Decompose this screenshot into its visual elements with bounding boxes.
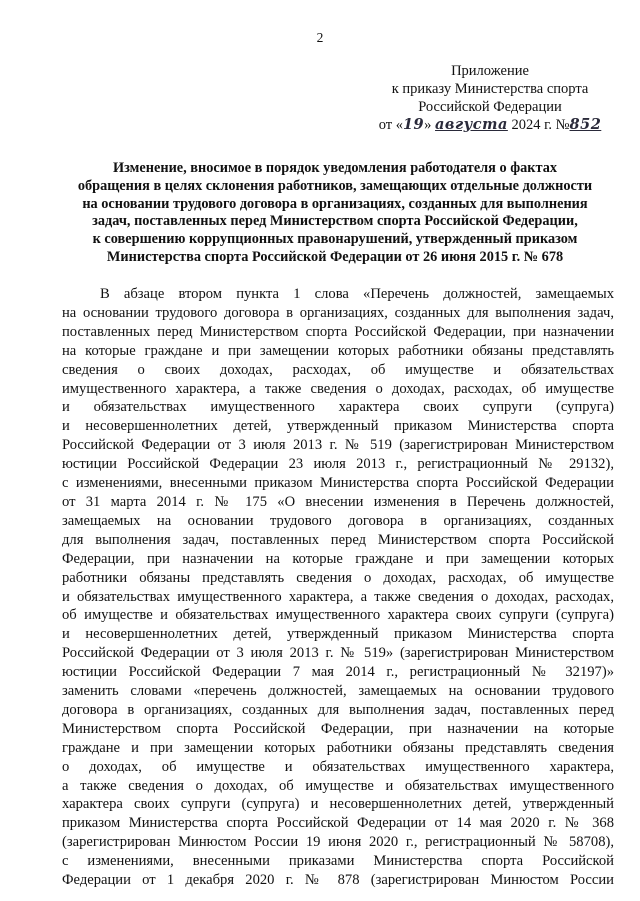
body-text-line: о доходах, об имуществе и обязательствах имущественного характера, — [62, 758, 614, 775]
body-text-line: поставленных перед Министерством спорта Российской Федерации, при назначении — [62, 323, 614, 340]
title-line: Изменение, вносимое в порядок уведомления работодателя о фактах — [113, 160, 557, 176]
body-text-line: (зарегистрирован Минюстом России 19 июня 2020 г., регистрационный № 58708), — [62, 834, 614, 851]
body-text-line: имущественного характера, а также сведения о доходах, расходах, об имуществе — [62, 380, 614, 397]
body-text-line: Министерством спорта Российской Федерации, при назначении на которые — [62, 720, 614, 737]
handwritten-day: 19 — [402, 116, 425, 133]
body-text-line: Федерации от 1 декабря 2020 г. № 878 (зарегистрирован Минюстом России — [62, 872, 614, 889]
title-line: задач, поставленных перед Министерством спорта Российской Федерации, — [92, 213, 578, 230]
body-text-line: договора в организациях, созданных для выполнения задач, поставленных перед — [62, 701, 614, 718]
appendix-heading: Приложение — [451, 63, 529, 79]
order-year-text: 2024 г. № — [511, 117, 570, 133]
appendix-order-reference: к приказу Министерства спорта — [391, 81, 589, 97]
order-from-prefix: от « — [378, 117, 403, 133]
body-text-line: граждане и при замещении которых работники обязаны представлять сведения — [62, 739, 614, 756]
body-text-line: работники обязаны представлять сведения о доходах, расходах, об имуществе — [62, 569, 614, 586]
body-text-line: для выполнения задач, поставленных перед Министерством спорта Российской — [62, 531, 614, 548]
body-text-line: и несовершеннолетних детей, утвержденный приказом Министерства спорта — [62, 626, 614, 643]
appendix-ministry-name: Российской Федерации — [418, 99, 562, 115]
body-text-line: от 31 марта 2014 г. № 175 «О внесении изменения в Перечень должностей, — [62, 493, 614, 510]
body-text-line: с изменениями, внесенными приказами Министерства спорта Российской — [62, 853, 614, 870]
body-text-line: на основании трудового договора в организациях, созданных для выполнения задач, — [62, 304, 614, 321]
body-text-line: В абзаце втором пункта 1 слова «Перечень должностей, замещаемых — [100, 286, 614, 302]
document-title — [55, 160, 615, 267]
body-text-line: юстиции Российской Федерации 23 июля 2013 г., регистрационный № 29132), — [62, 456, 614, 473]
body-text-line: и обязательствах имущественного характера, а также сведения о доходах, расходах, — [62, 588, 614, 605]
handwritten-month: августа — [435, 116, 508, 133]
body-text-line: с изменениями, внесенными приказом Министерства спорта Российской Федерации — [62, 475, 614, 492]
body-text-line: Российской Федерации от 3 июля 2013 г. № 519 (зарегистрирован Министерством — [62, 437, 614, 454]
body-text-line: Российской Федерации от 3 июля 2013 г. № 519» (зарегистрирован Министерством — [62, 645, 614, 662]
body-text-line: об имуществе и обязательствах имущественного характера своих супруги (супруга) — [62, 607, 614, 624]
body-text-line: сведения о своих доходах, расходах, об имуществе и обязательствах — [62, 361, 614, 378]
appendix-block — [365, 62, 615, 134]
body-text-line: на которые граждане и при замещении которых работники обязаны представлять — [62, 342, 614, 359]
body-text-line: характера своих супруги (супруга) и несовершеннолетних детей, утвержденный — [62, 796, 614, 813]
body-text-line: замещаемых на основании трудового договора в организациях, созданных — [62, 512, 614, 529]
handwritten-order-number: 852 — [569, 116, 602, 133]
body-text-line: заменить словами «перечень должностей, замещаемых на основании трудового — [62, 683, 614, 700]
body-text-line: а также сведения о доходах, об имуществе и обязательствах имущественного — [62, 777, 614, 794]
appendix-order-date-line — [365, 116, 615, 134]
body-text-line: и несовершеннолетних детей, утвержденный приказом Министерства спорта — [62, 418, 614, 435]
order-quote-close: » — [424, 117, 432, 133]
title-line: на основании трудового договора в организациях, созданных для выполнения — [82, 195, 588, 212]
title-line: обращения в целях склонения работников, замещающих отдельные должности — [77, 177, 593, 194]
body-text-line: юстиции Российской Федерации 7 мая 2014 г., регистрационный № 32197)» — [62, 664, 614, 681]
body-text-line: Федерации, при назначении на которые граждане и при замещении которых — [62, 550, 614, 567]
document-body-paragraph — [62, 285, 614, 890]
title-line: Министерства спорта Российской Федерации от 26 июня 2015 г. № 678 — [106, 248, 564, 265]
body-text-line: приказом Министерства спорта Российской Федерации от 14 мая 2020 г. № 368 — [62, 815, 614, 832]
page-number: 2 — [316, 30, 324, 45]
title-line: к совершению коррупционных правонарушений, утвержденный приказом — [92, 231, 578, 248]
body-text-line: и обязательствах имущественного характера своих супруги (супруга) — [62, 399, 614, 416]
